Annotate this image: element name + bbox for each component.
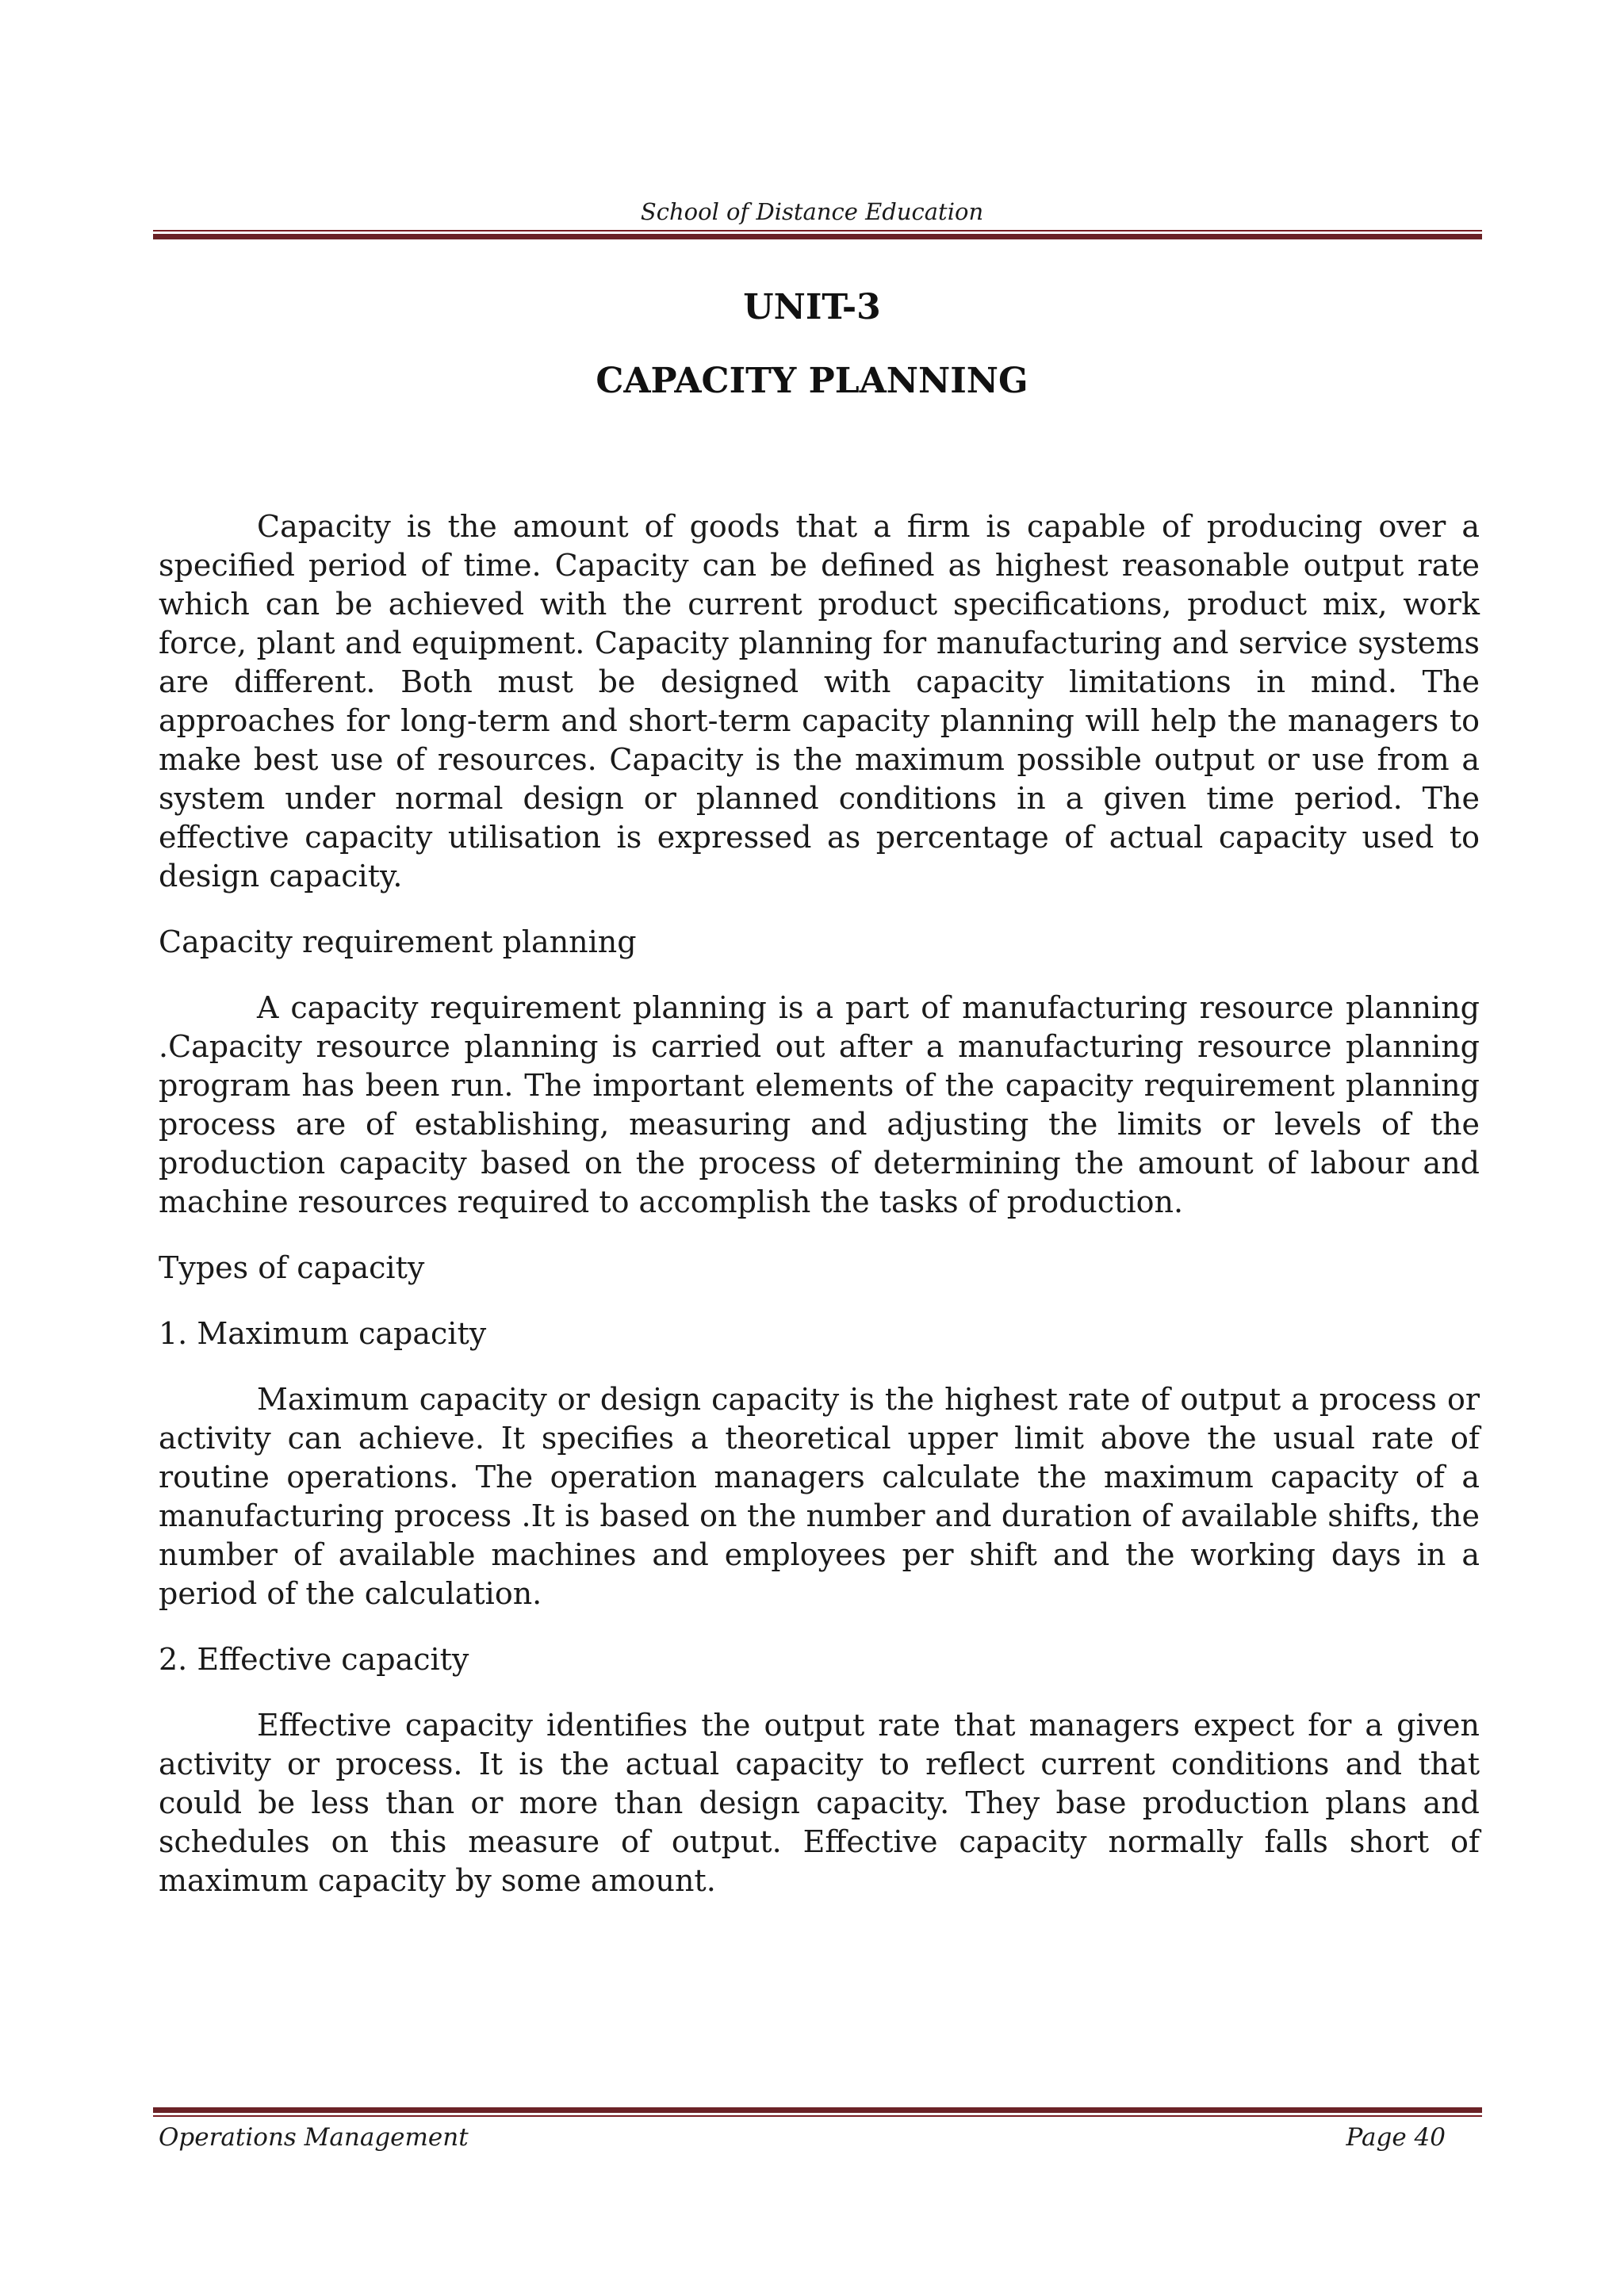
footer-course-title: Operations Management [159,2123,469,2152]
header-rule [153,230,1482,241]
header-rule-thick [153,234,1482,239]
maximum-capacity-heading: 1. Maximum capacity [159,1316,487,1351]
intro-paragraph: Capacity is the amount of goods that a firm is capable of producing over a specified period of time. Capacity can be defined as highest reasonable output rate which can be achieved with the current product specifications, product mix, work force, plant and equipment. Capacity planning for manufacturing and service systems are different. Both must be designed with capacity limitations in mind. The approaches for long-term and short-term capacity planning will help the managers to make best use of resources. Capacity is the maximum possible output or use from a system under normal design or planned conditions in a given time period. The effective capacity utilisation is expressed as percentage of actual capacity used to design capacity. [159,509,1480,894]
page-header-institution: School of Distance Education [640,198,984,225]
effective-capacity-heading: 2. Effective capacity [159,1642,469,1677]
maximum-capacity-paragraph: Maximum capacity or design capacity is the highest rate of output a process or activity can achieve. It specifies a theoretical upper limit above the usual rate of routine operations. The operation managers calculate the maximum capacity of a manufacturing process .It is based on the number and duration of available shifts, the number of available machines and employees per shift and the working days in a period of the calculation. [159,1382,1480,1611]
effective-capacity-paragraph: Effective capacity identifies the output rate that managers expect for a given activity or process. It is the actual capacity to reflect current conditions and that could be less than or more than design capacity. They base production plans and schedules on this measure of output. Effective capacity normally falls short of maximum capacity by some amount. [159,1708,1480,1898]
types-heading: Types of capacity [159,1250,425,1285]
unit-name-heading: CAPACITY PLANNING [596,361,1028,401]
crp-heading: Capacity requirement planning [159,924,637,959]
unit-number-heading: UNIT-3 [743,287,881,327]
footer-rule-thick [153,2107,1482,2113]
footer-rule [153,2107,1482,2118]
header-rule-thin [153,230,1482,232]
crp-paragraph: A capacity requirement planning is a part of manufacturing resource planning .Capacity resource planning is carried out after a manufacturing resource planning program has been run. The important elements of the capacity requirement planning process are of establishing, measuring and adjusting the limits or levels of the production capacity based on the process of determining the amount of labour and machine resources required to accomplish the tasks of production. [159,990,1480,1219]
document-body [159,507,1480,1927]
footer-page-number: Page 40 [1346,2123,1446,2152]
footer-rule-thin [153,2115,1482,2117]
